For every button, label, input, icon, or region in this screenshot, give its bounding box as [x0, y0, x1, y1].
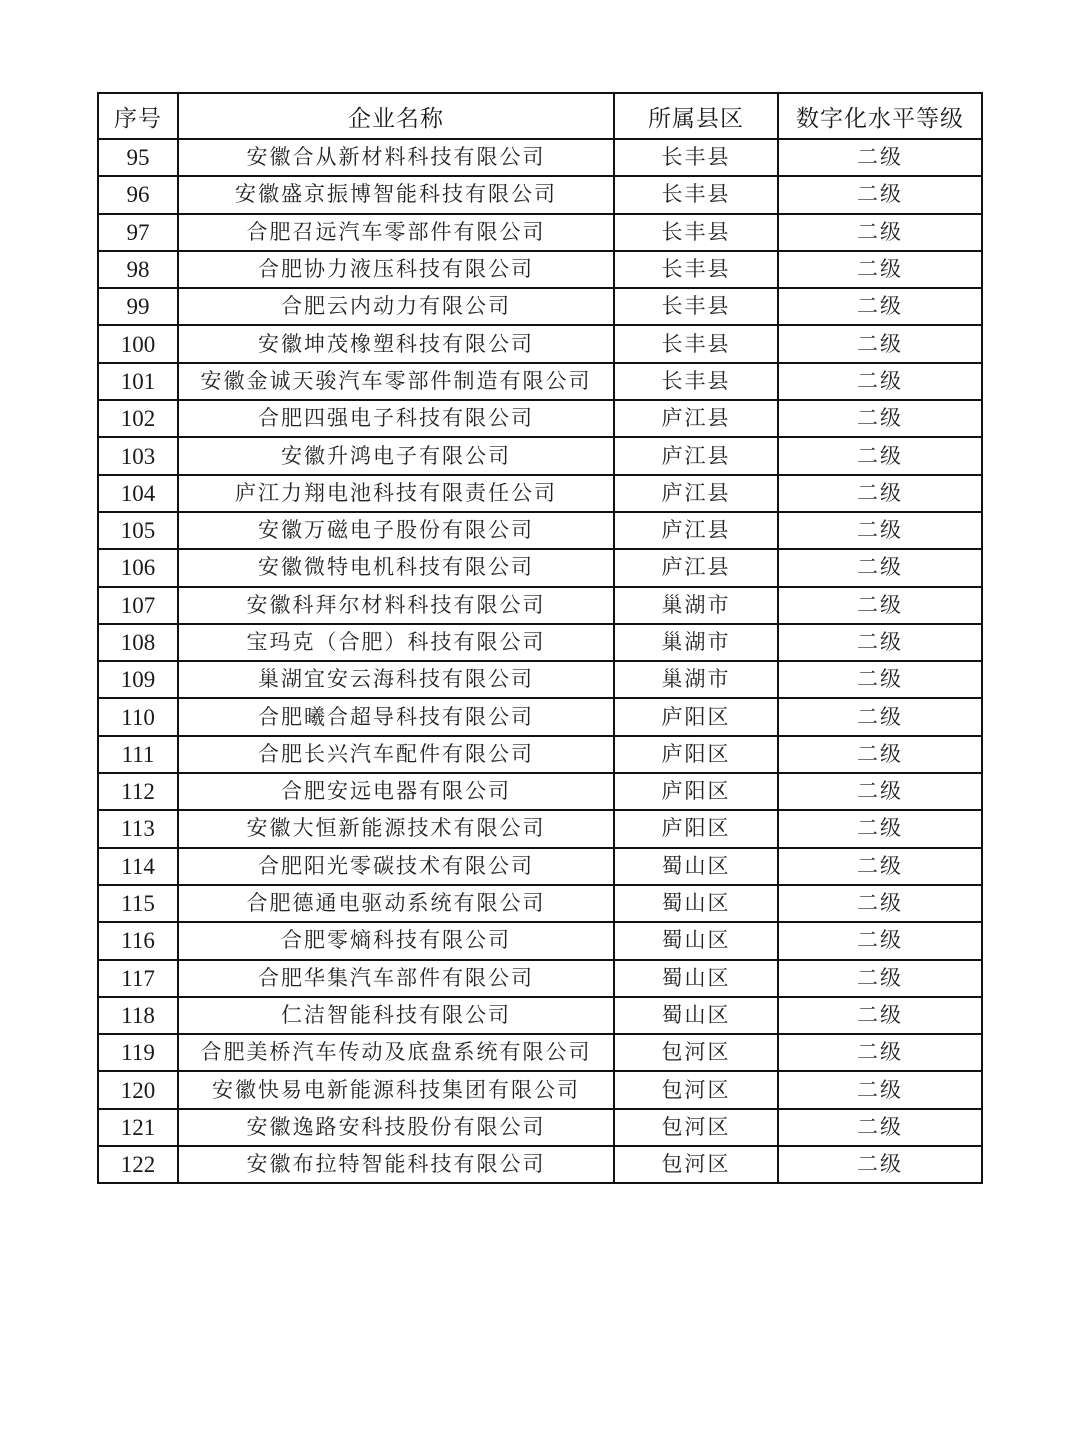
- table-row: [98, 736, 982, 773]
- cell-index: 119: [98, 1034, 178, 1071]
- cell-county: 包河区: [614, 1109, 778, 1146]
- table-row: [98, 1034, 982, 1071]
- cell-index: 108: [98, 624, 178, 661]
- table-row: [98, 960, 982, 997]
- cell-digital-level: 二级: [778, 587, 982, 624]
- cell-digital-level: 二级: [778, 475, 982, 512]
- cell-digital-level: 二级: [778, 960, 982, 997]
- cell-index: 111: [98, 736, 178, 773]
- cell-index: 121: [98, 1109, 178, 1146]
- cell-enterprise-name: 安徽科拜尔材料科技有限公司: [178, 587, 614, 624]
- cell-digital-level: 二级: [778, 885, 982, 922]
- cell-index: 96: [98, 176, 178, 213]
- cell-index: 117: [98, 960, 178, 997]
- cell-digital-level: 二级: [778, 214, 982, 251]
- cell-index: 116: [98, 922, 178, 959]
- header-enterprise-name: 企业名称: [178, 93, 614, 139]
- cell-county: 庐江县: [614, 512, 778, 549]
- table-row: [98, 848, 982, 885]
- cell-county: 包河区: [614, 1034, 778, 1071]
- cell-county: 蜀山区: [614, 997, 778, 1034]
- cell-digital-level: 二级: [778, 773, 982, 810]
- cell-enterprise-name: 合肥协力液压科技有限公司: [178, 251, 614, 288]
- cell-county: 庐江县: [614, 437, 778, 474]
- cell-index: 105: [98, 512, 178, 549]
- cell-index: 102: [98, 400, 178, 437]
- table-row: [98, 1109, 982, 1146]
- cell-index: 100: [98, 325, 178, 362]
- cell-digital-level: 二级: [778, 400, 982, 437]
- cell-county: 巢湖市: [614, 661, 778, 698]
- cell-index: 114: [98, 848, 178, 885]
- cell-county: 庐阳区: [614, 773, 778, 810]
- table-row: [98, 214, 982, 251]
- table-header-row: [98, 93, 982, 139]
- table-row: [98, 810, 982, 847]
- cell-county: 长丰县: [614, 139, 778, 176]
- table-row: [98, 475, 982, 512]
- table-row: [98, 400, 982, 437]
- cell-county: 庐江县: [614, 400, 778, 437]
- cell-county: 蜀山区: [614, 848, 778, 885]
- cell-county: 长丰县: [614, 251, 778, 288]
- table-row: [98, 624, 982, 661]
- cell-enterprise-name: 合肥安远电器有限公司: [178, 773, 614, 810]
- cell-county: 蜀山区: [614, 922, 778, 959]
- table-body: [98, 139, 982, 1183]
- cell-digital-level: 二级: [778, 922, 982, 959]
- cell-enterprise-name: 安徽微特电机科技有限公司: [178, 549, 614, 586]
- cell-digital-level: 二级: [778, 1109, 982, 1146]
- cell-enterprise-name: 安徽大恒新能源技术有限公司: [178, 810, 614, 847]
- cell-enterprise-name: 合肥四强电子科技有限公司: [178, 400, 614, 437]
- table-row: [98, 922, 982, 959]
- cell-county: 包河区: [614, 1071, 778, 1108]
- table-row: [98, 661, 982, 698]
- cell-enterprise-name: 庐江力翔电池科技有限责任公司: [178, 475, 614, 512]
- cell-enterprise-name: 合肥美桥汽车传动及底盘系统有限公司: [178, 1034, 614, 1071]
- cell-digital-level: 二级: [778, 736, 982, 773]
- cell-digital-level: 二级: [778, 549, 982, 586]
- cell-index: 113: [98, 810, 178, 847]
- cell-enterprise-name: 安徽升鸿电子有限公司: [178, 437, 614, 474]
- cell-digital-level: 二级: [778, 1146, 982, 1183]
- cell-enterprise-name: 安徽盛京振博智能科技有限公司: [178, 176, 614, 213]
- table-row: [98, 549, 982, 586]
- cell-digital-level: 二级: [778, 251, 982, 288]
- cell-enterprise-name: 安徽金诚天骏汽车零部件制造有限公司: [178, 363, 614, 400]
- cell-county: 长丰县: [614, 176, 778, 213]
- table-row: [98, 698, 982, 735]
- cell-digital-level: 二级: [778, 997, 982, 1034]
- table-row: [98, 1071, 982, 1108]
- cell-enterprise-name: 安徽万磁电子股份有限公司: [178, 512, 614, 549]
- table-row: [98, 437, 982, 474]
- cell-index: 98: [98, 251, 178, 288]
- cell-county: 长丰县: [614, 363, 778, 400]
- cell-enterprise-name: 安徽合从新材料科技有限公司: [178, 139, 614, 176]
- table-row: [98, 176, 982, 213]
- cell-county: 庐阳区: [614, 810, 778, 847]
- cell-enterprise-name: 合肥零熵科技有限公司: [178, 922, 614, 959]
- cell-enterprise-name: 合肥长兴汽车配件有限公司: [178, 736, 614, 773]
- cell-county: 庐江县: [614, 549, 778, 586]
- cell-county: 巢湖市: [614, 587, 778, 624]
- cell-county: 长丰县: [614, 325, 778, 362]
- cell-digital-level: 二级: [778, 810, 982, 847]
- cell-digital-level: 二级: [778, 176, 982, 213]
- header-digital-level: 数字化水平等级: [778, 93, 982, 139]
- cell-county: 庐阳区: [614, 698, 778, 735]
- cell-county: 巢湖市: [614, 624, 778, 661]
- cell-enterprise-name: 安徽逸路安科技股份有限公司: [178, 1109, 614, 1146]
- cell-enterprise-name: 安徽快易电新能源科技集团有限公司: [178, 1071, 614, 1108]
- cell-county: 长丰县: [614, 288, 778, 325]
- cell-enterprise-name: 安徽布拉特智能科技有限公司: [178, 1146, 614, 1183]
- table-row: [98, 512, 982, 549]
- cell-index: 99: [98, 288, 178, 325]
- cell-index: 104: [98, 475, 178, 512]
- cell-index: 107: [98, 587, 178, 624]
- cell-county: 长丰县: [614, 214, 778, 251]
- table-row: [98, 885, 982, 922]
- table-row: [98, 288, 982, 325]
- cell-enterprise-name: 合肥德通电驱动系统有限公司: [178, 885, 614, 922]
- cell-digital-level: 二级: [778, 288, 982, 325]
- cell-county: 蜀山区: [614, 960, 778, 997]
- cell-index: 118: [98, 997, 178, 1034]
- cell-index: 103: [98, 437, 178, 474]
- cell-enterprise-name: 合肥华集汽车部件有限公司: [178, 960, 614, 997]
- cell-index: 110: [98, 698, 178, 735]
- cell-county: 包河区: [614, 1146, 778, 1183]
- cell-digital-level: 二级: [778, 325, 982, 362]
- cell-enterprise-name: 合肥阳光零碳技术有限公司: [178, 848, 614, 885]
- cell-digital-level: 二级: [778, 661, 982, 698]
- cell-enterprise-name: 巢湖宜安云海科技有限公司: [178, 661, 614, 698]
- table-row: [98, 325, 982, 362]
- cell-digital-level: 二级: [778, 512, 982, 549]
- cell-digital-level: 二级: [778, 624, 982, 661]
- cell-enterprise-name: 合肥召远汽车零部件有限公司: [178, 214, 614, 251]
- table-row: [98, 1146, 982, 1183]
- table-row: [98, 139, 982, 176]
- table-row: [98, 363, 982, 400]
- cell-index: 120: [98, 1071, 178, 1108]
- table-row: [98, 997, 982, 1034]
- table-row: [98, 587, 982, 624]
- cell-enterprise-name: 宝玛克（合肥）科技有限公司: [178, 624, 614, 661]
- cell-enterprise-name: 仁洁智能科技有限公司: [178, 997, 614, 1034]
- cell-index: 95: [98, 139, 178, 176]
- cell-digital-level: 二级: [778, 1071, 982, 1108]
- cell-index: 97: [98, 214, 178, 251]
- enterprise-digitalization-table: [97, 92, 983, 1184]
- cell-digital-level: 二级: [778, 437, 982, 474]
- cell-county: 蜀山区: [614, 885, 778, 922]
- cell-enterprise-name: 安徽坤茂橡塑科技有限公司: [178, 325, 614, 362]
- table-row: [98, 251, 982, 288]
- cell-digital-level: 二级: [778, 1034, 982, 1071]
- table-row: [98, 773, 982, 810]
- cell-digital-level: 二级: [778, 848, 982, 885]
- cell-index: 109: [98, 661, 178, 698]
- cell-index: 112: [98, 773, 178, 810]
- cell-digital-level: 二级: [778, 139, 982, 176]
- cell-index: 115: [98, 885, 178, 922]
- cell-index: 101: [98, 363, 178, 400]
- header-index: 序号: [98, 93, 178, 139]
- cell-index: 106: [98, 549, 178, 586]
- cell-county: 庐江县: [614, 475, 778, 512]
- cell-enterprise-name: 合肥曦合超导科技有限公司: [178, 698, 614, 735]
- header-county: 所属县区: [614, 93, 778, 139]
- cell-enterprise-name: 合肥云内动力有限公司: [178, 288, 614, 325]
- cell-digital-level: 二级: [778, 698, 982, 735]
- cell-index: 122: [98, 1146, 178, 1183]
- cell-county: 庐阳区: [614, 736, 778, 773]
- cell-digital-level: 二级: [778, 363, 982, 400]
